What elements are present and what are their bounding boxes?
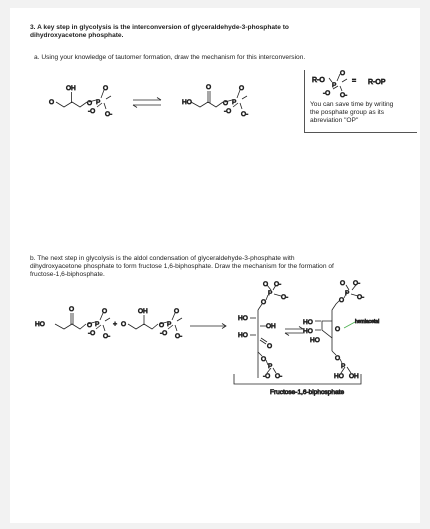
f16bp-cyclic-p1-o-minus: O- [357, 294, 365, 301]
dhap-phosphorus-label: P [232, 99, 237, 106]
f16bp-cyclic-ho-bottom: HO [334, 373, 344, 380]
op-note-equals: = [352, 78, 357, 85]
ga3p-reactant-hydroxyl-label: OH [138, 308, 148, 315]
dhap-reactant-top-o-label: O [102, 308, 108, 315]
op-note-line1: You can save time by writing [310, 101, 394, 108]
op-note-line2: the posphate group as its [310, 109, 385, 116]
hemiacetal-pointer [344, 322, 355, 328]
ga3p-o-minus-bottom: O- [105, 111, 113, 118]
part-b-line1: b. The next step in glycolysis is the aldol condensation of glyceraldehyde-3-phosphate with [30, 255, 295, 262]
ga3p-o-minus-left: -O [88, 108, 96, 115]
ga3p-reactant-phosphorus-label: P [167, 321, 172, 328]
dhap-reactant-phosphorus-label: P [95, 321, 100, 328]
f16bp-open-ketone-o: O [267, 343, 273, 350]
op-note-o-minus-bottom: O- [340, 92, 348, 99]
f16bp-open-p1-top-o-left: O [263, 281, 269, 288]
op-note-abbreviation: R-OP [368, 79, 386, 86]
ga3p-ester-o-label: O [87, 100, 93, 107]
f16bp-open-p1-o-minus: O- [281, 294, 289, 301]
f16bp-open-p6-label: P [268, 363, 273, 370]
f16bp-cyclic-p1-label: P [345, 290, 350, 297]
reaction-arrow [190, 324, 226, 329]
f16bp-cyclic-p1-top-o-right: O- [353, 280, 361, 287]
dhap-reactant-ketone-o-label: O [69, 306, 75, 313]
f16bp-cyclic-p1-top-o-left: O [340, 280, 346, 287]
f16bp-open-p1-top-o-right: O- [274, 281, 282, 288]
f16bp-cyclic-o6-label: O [335, 355, 341, 362]
ga3p-reactant-o-minus-bottom: O- [175, 333, 183, 340]
f16bp-cyclic-ho-1: HO [303, 319, 313, 326]
dhap-top-o-label: O [239, 85, 245, 92]
ga3p-reactant-aldehyde-o-label: O [121, 321, 127, 328]
ga3p-hydroxyl-label: OH [66, 85, 76, 92]
part-b-line3: fructose-1,6-biphosphate. [30, 271, 105, 278]
ga3p-top-o-label: O [103, 85, 109, 92]
dhap-reactant-o-minus-left: -O [88, 330, 96, 337]
f16bp-cyclic-oh-bottom: OH [349, 373, 359, 380]
worksheet-page [10, 8, 420, 523]
structures-drawing [10, 8, 420, 523]
f16bp-open-oh: OH [266, 323, 276, 330]
question-heading-line2: dihydroxyacetone phosphate. [30, 32, 124, 39]
f16bp-open-o6-label: O [261, 356, 267, 363]
dhap-reactant-ho-label: HO [35, 321, 45, 328]
f16bp-open-o1-label: O [261, 299, 267, 306]
op-note-line3: abreviation "OP" [310, 117, 359, 124]
f16bp-cyclic-ho-2: HO [303, 328, 313, 335]
ga3p-reactant-ester-o-label: O [159, 322, 165, 329]
dhap-ho-label: HO [182, 99, 192, 106]
hemiacetal-label: hemiacetal [355, 319, 380, 325]
f16bp-open-ho-2: HO [238, 332, 248, 339]
f16bp-open-p6-o-left: -O [263, 373, 271, 380]
dhap-o-minus-bottom: O- [241, 111, 249, 118]
dhap-o-minus-left: -O [224, 108, 232, 115]
equilibrium-arrow-b [285, 327, 303, 336]
equilibrium-arrow-a [133, 98, 161, 108]
ga3p-reactant-o-minus-left: -O [160, 330, 168, 337]
dhap-ester-o-label: O [223, 100, 229, 107]
dhap-reactant-o-minus-bottom: O- [103, 333, 111, 340]
part-a-prompt: a. Using your knowledge of tautomer formation, draw the mechanism for this interconversion. [34, 54, 306, 61]
dhap-ketone-o-label: O [206, 84, 212, 91]
fructose-caption: Fructose-1,6-biphosphate [270, 389, 345, 396]
op-note-o-minus-left: -O [323, 90, 331, 97]
part-b-line2: dihydroxyacetone phosphate to form fructose 1,6-biphosphate. Draw the mechanism for the formation of [30, 263, 334, 270]
f16bp-cyclic-ho-3: HO [310, 337, 320, 344]
dhap-reactant-ester-o-label: O [87, 322, 93, 329]
ga3p-aldehyde-o-label: O [49, 99, 55, 106]
glyceraldehyde-3-phosphate-structure [56, 90, 111, 109]
question-heading-line1: 3. A key step in glycolysis is the interconversion of glyceraldehyde-3-phosphate to [30, 24, 289, 31]
ga3p-reactant-top-o-label: O [174, 308, 180, 315]
f16bp-open-ho-1: HO [238, 315, 248, 322]
op-note-r-o-label: R-O [312, 77, 325, 84]
f16bp-open-p6-o-right: O- [275, 373, 283, 380]
dihydroxyacetone-phosphate-structure [191, 90, 247, 109]
reaction-plus-sign: + [113, 321, 118, 328]
dhap-reactant-structure [55, 313, 110, 331]
op-note-phosphorus-label: P [332, 82, 337, 89]
f16bp-open-p1-label: P [268, 290, 273, 297]
f16bp-cyclic-ring-o: O [335, 326, 341, 333]
ga3p-phosphorus-label: P [96, 99, 101, 106]
ga3p-reactant-structure [128, 313, 182, 331]
f16bp-cyclic-p6-label: P [341, 363, 346, 370]
op-note-top-o-label: O [340, 70, 346, 77]
f16bp-cyclic-o1-label: O [339, 297, 345, 304]
